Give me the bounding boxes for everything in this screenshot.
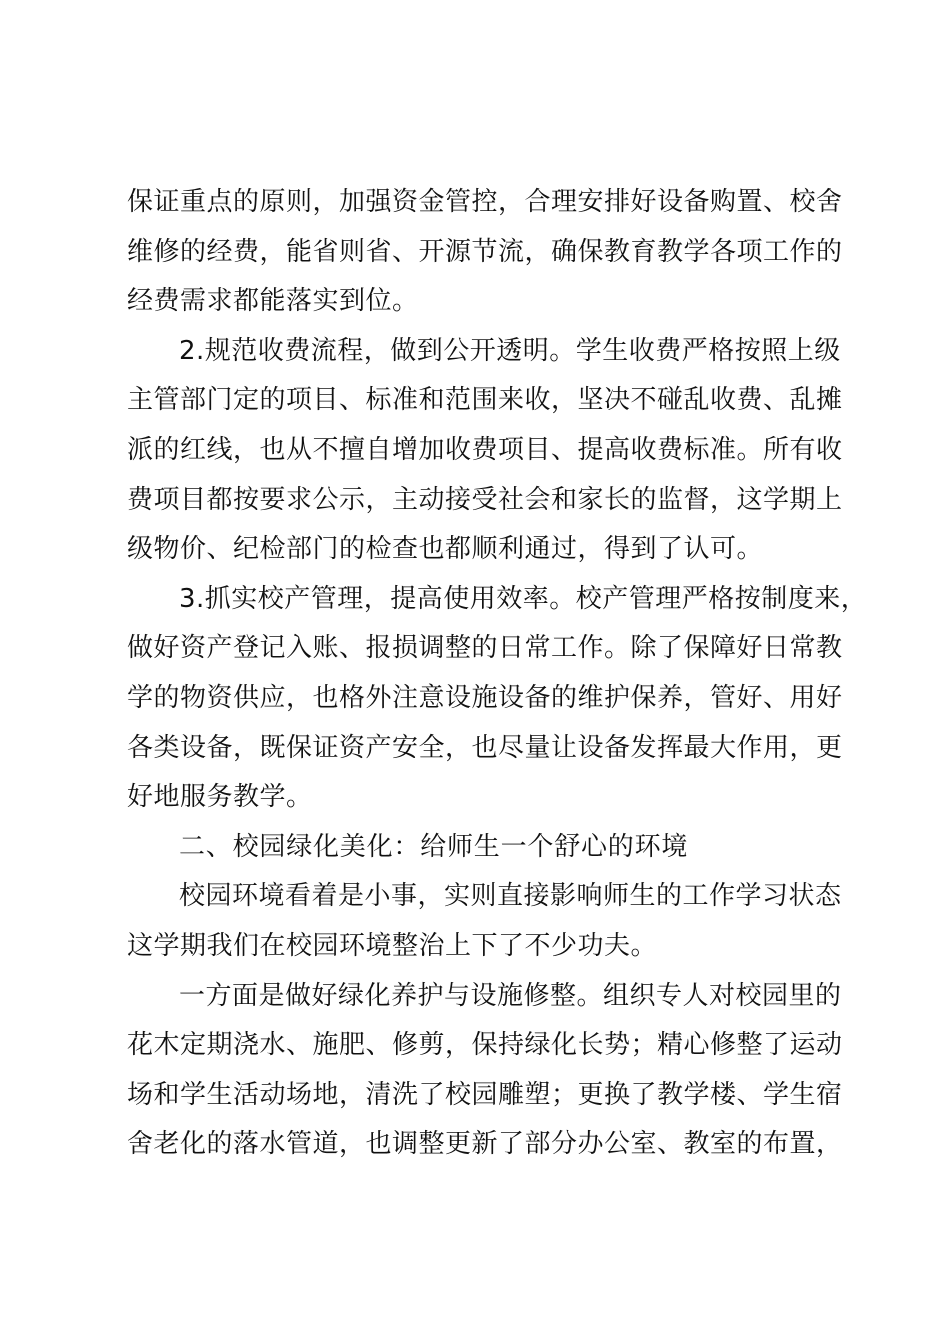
text-line-2: 维修的经费，能省则省、开源节流，确保教育教学各项工作的 bbox=[127, 236, 843, 267]
text-line-19: 场和学生活动场地，清洗了校园雕塑；更换了教学楼、学生宿 bbox=[127, 1079, 843, 1110]
text-line-18: 花木定期浇水、施肥、修剪，保持绿化长势；精心修整了运动 bbox=[127, 1030, 843, 1061]
section-heading: 二、校园绿化美化：给师生一个舒心的环境 bbox=[179, 831, 689, 862]
text-line-1: 保证重点的原则，加强资金管控，合理安排好设备购置、校舍 bbox=[127, 187, 843, 217]
text-line-16: 这学期我们在校园环境整治上下了不少功夫。 bbox=[127, 930, 658, 961]
text-line-20: 舍老化的落水管道，也调整更新了部分办公室、教室的布置， bbox=[127, 1129, 843, 1160]
text-line-9: 3.抓实校产管理，提高使用效率。校产管理严格按制度来， bbox=[179, 583, 868, 614]
document-body bbox=[127, 178, 868, 1170]
text-line-15: 校园环境看着是小事，实则直接影响师生的工作学习状态 bbox=[179, 881, 842, 912]
text-line-8: 级物价、纪检部门的检查也都顺利通过，得到了认可。 bbox=[127, 534, 764, 565]
text-line-17: 一方面是做好绿化养护与设施修整。组织专人对校园里的 bbox=[179, 980, 842, 1011]
text-line-13: 好地服务教学。 bbox=[127, 782, 313, 813]
text-line-5: 主管部门定的项目、标准和范围来收，坚决不碰乱收费、乱摊 bbox=[127, 385, 843, 416]
text-line-12: 各类设备，既保证资产安全，也尽量让设备发挥最大作用，更 bbox=[127, 732, 843, 763]
text-line-3: 经费需求都能落实到位。 bbox=[127, 286, 419, 317]
text-line-4: 2.规范收费流程，做到公开透明。学生收费严格按照上级 bbox=[179, 335, 841, 366]
text-line-6: 派的红线，也从不擅自增加收费项目、提高收费标准。所有收 bbox=[127, 434, 843, 465]
text-line-11: 学的物资供应，也格外注意设施设备的维护保养，管好、用好 bbox=[127, 682, 843, 713]
text-line-7: 费项目都按要求公示，主动接受社会和家长的监督，这学期上 bbox=[127, 484, 843, 515]
text-line-10: 做好资产登记入账、报损调整的日常工作。除了保障好日常教 bbox=[127, 633, 843, 664]
